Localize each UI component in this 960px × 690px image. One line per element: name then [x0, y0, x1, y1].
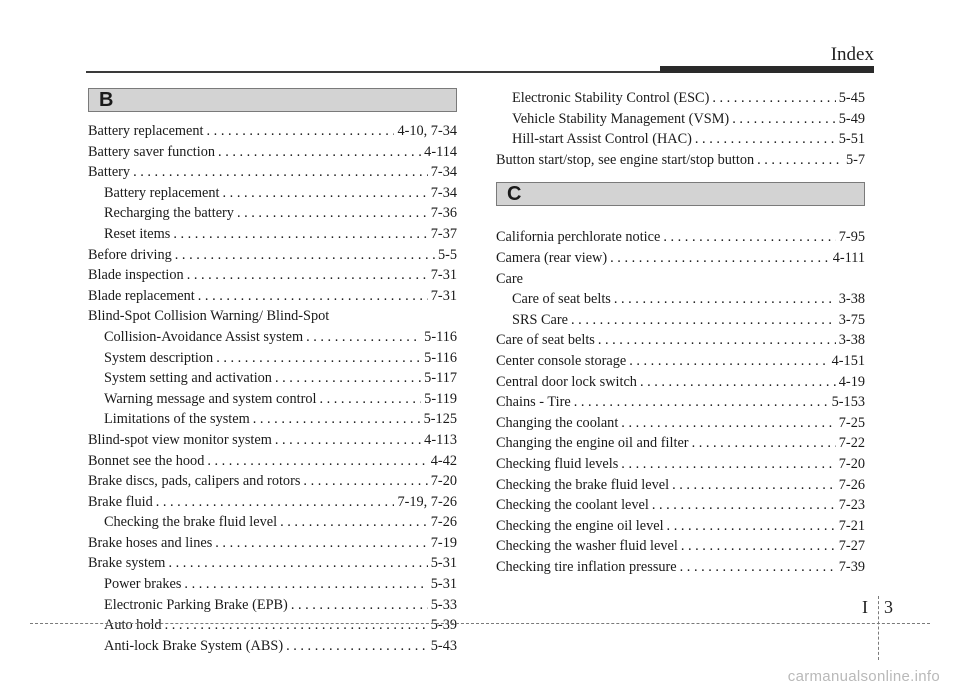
section-letter-b: B	[99, 89, 114, 111]
entry-page-ref: 7-36	[430, 205, 457, 222]
dot-leader	[275, 368, 421, 389]
index-entry	[88, 471, 457, 492]
left-column	[88, 88, 457, 656]
index-entry	[496, 109, 865, 130]
dot-leader	[237, 203, 428, 224]
section-letter-c: C	[507, 183, 522, 206]
entry-title: Checking the engine oil level	[496, 517, 664, 534]
index-entry	[496, 516, 865, 537]
dot-leader	[732, 109, 836, 130]
index-list-c	[496, 227, 865, 577]
dot-leader	[680, 557, 836, 578]
entry-page-ref: 7-21	[838, 517, 865, 534]
entry-page-ref: 7-26	[838, 476, 865, 493]
entry-page-ref: 5-51	[838, 131, 865, 148]
index-entry	[88, 224, 457, 245]
entry-title: Blade replacement	[88, 287, 195, 304]
footer-page-number: 3	[884, 597, 893, 617]
entry-title: California perchlorate notice	[496, 229, 661, 246]
entry-page-ref: 5-49	[838, 110, 865, 127]
entry-title: Vehicle Stability Management (VSM)	[512, 110, 730, 127]
index-entry	[496, 557, 865, 578]
entry-page-ref: 5-43	[430, 637, 457, 654]
dot-leader	[133, 162, 428, 183]
entry-title: SRS Care	[512, 311, 569, 328]
dot-leader	[319, 389, 421, 410]
entry-page-ref: 5-39	[430, 617, 457, 634]
index-list-b	[88, 121, 457, 656]
entry-page-ref: 7-95	[838, 229, 865, 246]
index-entry	[88, 595, 457, 616]
index-entry	[496, 495, 865, 516]
index-list-b-continued	[496, 88, 865, 170]
index-entry	[88, 492, 457, 513]
index-entry	[496, 454, 865, 475]
index-entry	[88, 615, 457, 636]
right-column	[496, 88, 865, 577]
dot-leader	[640, 372, 836, 393]
index-entry	[88, 451, 457, 472]
index-entry-heading: Blind-Spot Collision Warning/ Blind-Spot	[88, 308, 330, 325]
index-entry	[88, 389, 457, 410]
entry-page-ref: 5-31	[430, 576, 457, 593]
entry-page-ref: 4-114	[424, 143, 457, 160]
entry-title: Checking the coolant level	[496, 497, 649, 514]
index-entry	[496, 129, 865, 150]
index-entry	[496, 475, 865, 496]
entry-page-ref: 3-75	[838, 311, 865, 328]
index-entry	[88, 553, 457, 574]
dot-leader	[207, 451, 427, 472]
entry-title: Recharging the battery	[104, 205, 234, 222]
dot-leader	[175, 245, 435, 266]
index-entry-heading: Care	[496, 270, 523, 287]
dot-leader	[306, 327, 421, 348]
index-entry	[88, 286, 457, 307]
entry-title: Blind-spot view monitor system	[88, 431, 272, 448]
section-header-c	[496, 182, 865, 206]
entry-title: Bonnet see the hood	[88, 452, 205, 469]
dot-leader	[303, 471, 427, 492]
index-entry	[496, 227, 865, 248]
watermark: carmanualsonline.info	[787, 668, 940, 685]
dot-leader	[652, 495, 836, 516]
entry-page-ref: 7-19	[430, 534, 457, 551]
index-entry	[88, 368, 457, 389]
dot-leader	[215, 533, 428, 554]
entry-title: Hill-start Assist Control (HAC)	[512, 131, 692, 148]
dot-leader	[571, 310, 836, 331]
dot-leader	[286, 636, 428, 657]
entry-title: Camera (rear view)	[496, 249, 608, 266]
page-header-title: Index	[830, 44, 874, 65]
entry-title: Checking the brake fluid level	[104, 514, 278, 531]
entry-title: Care of seat belts	[512, 291, 611, 308]
index-entry	[496, 248, 865, 269]
index-entry	[88, 327, 457, 348]
dot-leader	[621, 413, 835, 434]
entry-page-ref: 5-116	[424, 328, 457, 345]
dot-leader	[165, 615, 428, 636]
entry-title: Warning message and system control	[104, 390, 317, 407]
entry-title: Brake system	[88, 555, 166, 572]
dot-leader	[218, 142, 421, 163]
entry-title: Power brakes	[104, 576, 182, 593]
entry-page-ref: 4-113	[424, 431, 457, 448]
entry-page-ref: 7-20	[838, 455, 865, 472]
index-entry	[88, 574, 457, 595]
index-entry	[88, 265, 457, 286]
dot-leader	[207, 121, 395, 142]
index-entry	[88, 142, 457, 163]
index-entry	[88, 430, 457, 451]
spacer	[496, 170, 865, 182]
entry-title: Before driving	[88, 246, 172, 263]
index-entry	[88, 203, 457, 224]
entry-page-ref: 7-31	[430, 267, 457, 284]
entry-title: Checking the washer fluid level	[496, 538, 678, 555]
footer-section-label: I	[862, 597, 868, 617]
index-entry	[88, 409, 457, 430]
entry-title: Checking the brake fluid level	[496, 476, 670, 493]
dot-leader	[629, 351, 828, 372]
entry-title: Chains - Tire	[496, 394, 571, 411]
entry-page-ref: 3-38	[838, 291, 865, 308]
dot-leader	[216, 348, 421, 369]
spacer	[496, 215, 865, 227]
entry-page-ref: 5-31	[430, 555, 457, 572]
header-accent-bar	[660, 66, 874, 73]
dot-leader	[291, 595, 428, 616]
entry-title: System description	[104, 349, 214, 366]
footer-rule	[30, 623, 930, 624]
entry-page-ref: 5-5	[437, 246, 457, 263]
entry-title: Brake hoses and lines	[88, 534, 213, 551]
entry-page-ref: 7-22	[838, 435, 865, 452]
dot-leader	[574, 392, 829, 413]
entry-page-ref: 5-119	[424, 390, 457, 407]
dot-leader	[667, 516, 836, 537]
index-entry	[496, 289, 865, 310]
entry-title: Anti-lock Brake System (ABS)	[104, 637, 284, 654]
index-entry	[496, 88, 865, 109]
index-entry	[496, 536, 865, 557]
entry-page-ref: 5-116	[424, 349, 457, 366]
index-entry	[496, 330, 865, 351]
dot-leader	[757, 150, 843, 171]
entry-page-ref: 5-45	[838, 90, 865, 106]
entry-page-ref: 7-39	[838, 558, 865, 575]
entry-page-ref: 7-26	[430, 514, 457, 531]
entry-page-ref: 7-25	[838, 414, 865, 431]
entry-title: Checking fluid levels	[496, 455, 619, 472]
index-entry	[496, 310, 865, 331]
dot-leader	[663, 227, 835, 248]
entry-title: Center console storage	[496, 352, 627, 369]
entry-page-ref: 7-19, 7-26	[397, 493, 457, 510]
entry-title: Battery replacement	[88, 123, 204, 139]
entry-title: Collision-Avoidance Assist system	[104, 328, 304, 345]
entry-page-ref: 7-27	[838, 538, 865, 555]
entry-title: Brake discs, pads, calipers and rotors	[88, 473, 301, 490]
dot-leader	[614, 289, 836, 310]
entry-page-ref: 5-153	[831, 394, 865, 411]
index-entry	[496, 351, 865, 372]
entry-page-ref: 7-34	[430, 184, 457, 201]
dot-leader	[681, 536, 836, 557]
entry-page-ref: 5-117	[424, 370, 457, 387]
dot-leader	[184, 574, 427, 595]
index-entry	[496, 392, 865, 413]
entry-title: Button start/stop, see engine start/stop button	[496, 151, 755, 168]
entry-page-ref: 4-42	[430, 452, 457, 469]
entry-title: Changing the engine oil and filter	[496, 435, 689, 452]
entry-page-ref: 3-38	[838, 332, 865, 349]
dot-leader	[610, 248, 830, 269]
entry-page-ref: 7-20	[430, 473, 457, 490]
dot-leader	[275, 430, 421, 451]
entry-title: Limitations of the system	[104, 411, 250, 428]
index-entry	[88, 533, 457, 554]
entry-page-ref: 4-111	[832, 249, 865, 266]
dot-leader	[695, 129, 836, 150]
dot-leader	[280, 512, 428, 533]
dot-leader	[672, 475, 836, 496]
dot-leader	[598, 330, 836, 351]
dot-leader	[621, 454, 835, 475]
entry-page-ref: 5-125	[423, 411, 457, 428]
entry-title: Reset items	[104, 225, 171, 242]
index-entry	[496, 150, 865, 171]
entry-page-ref: 7-31	[430, 287, 457, 304]
entry-title: Electronic Stability Control (ESC)	[512, 90, 710, 106]
entry-title: Care of seat belts	[496, 332, 595, 349]
dot-leader	[712, 88, 835, 109]
dot-leader	[692, 433, 836, 454]
dot-leader	[173, 224, 427, 245]
entry-title: Battery	[88, 164, 131, 181]
entry-page-ref: 7-37	[430, 225, 457, 242]
index-entry	[88, 348, 457, 369]
entry-page-ref: 7-23	[838, 497, 865, 514]
index-entry	[88, 183, 457, 204]
entry-title: Blade inspection	[88, 267, 184, 284]
entry-page-ref: 4-19	[838, 373, 865, 390]
dot-leader	[187, 265, 428, 286]
entry-page-ref: 4-10, 7-34	[397, 123, 457, 139]
entry-title: Central door lock switch	[496, 373, 637, 390]
section-header-b	[88, 88, 457, 112]
dot-leader	[223, 183, 428, 204]
entry-title: Brake fluid	[88, 493, 153, 510]
dot-leader	[168, 553, 427, 574]
dot-leader	[253, 409, 421, 430]
entry-page-ref: 5-33	[430, 596, 457, 613]
entry-title: System setting and activation	[104, 370, 272, 387]
footer-divider	[878, 596, 879, 660]
entry-page-ref: 4-151	[831, 352, 865, 369]
entry-title: Changing the coolant	[496, 414, 619, 431]
index-entry	[496, 433, 865, 454]
entry-page-ref: 5-7	[845, 151, 865, 168]
index-entry	[496, 372, 865, 393]
index-entry	[88, 245, 457, 266]
entry-title: Battery saver function	[88, 143, 216, 160]
index-entry	[496, 413, 865, 434]
entry-title: Battery replacement	[104, 184, 220, 201]
index-entry	[88, 636, 457, 657]
index-entry	[88, 512, 457, 533]
dot-leader	[198, 286, 428, 307]
index-entry	[88, 162, 457, 183]
entry-title: Auto hold	[104, 617, 162, 634]
entry-title: Electronic Parking Brake (EPB)	[104, 596, 288, 613]
entry-title: Checking tire inflation pressure	[496, 558, 677, 575]
index-entry	[88, 121, 457, 142]
entry-page-ref: 7-34	[430, 164, 457, 181]
dot-leader	[156, 492, 395, 513]
